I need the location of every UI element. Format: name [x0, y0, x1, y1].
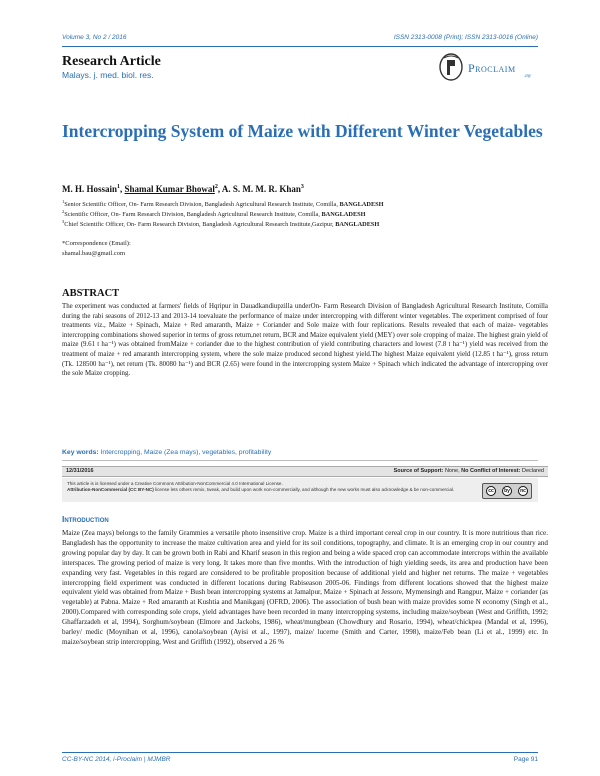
by-icon: by	[502, 486, 512, 496]
logo-text: Proclaim	[468, 61, 516, 75]
volume-label: Volume 3, No 2 / 2016	[62, 34, 127, 41]
author-list: M. H. Hossain$^1$, Shamal Kumar Bhowal$^2$, A. S. M. M. R. Khan$^3$	[62, 184, 304, 194]
running-header	[62, 34, 538, 44]
author-name: A. S. M. M. R. Khan	[221, 184, 301, 194]
keywords-label: Key words:	[62, 449, 99, 456]
author-sup: 2	[214, 184, 218, 190]
abstract-text: The experiment was conducted at farmers' fields of Hqripur in Dauadkandiupzilla underOn- Farm Research Division of Bangladesh Agricultural Research Institute, Comilla during the rabi seasons of 2012-13 and 2013-14 toevaluate the performance of maize under intercropping with different winter vegetables. The experiment comprised of four treatments viz., Maize + Spinach, Maize + Red amaranth, Maize + Coriander and Sole maize with four replications. Results revealed that each of maize- vegetables intercropping combinations showed superior in terms of gross return,net return, BCR and Maize equivalent yield (MEY) over sole cropping of maize. The highest grain yield of maize (9.61 t ha⁻¹) was obtained fromMaize + coriander due to the highest contribution of yield contributing characters and lowest (7.8 t ha⁻¹) yield was received from the treatment of maize + red amaranth intercropping system, where the sole maize produced second highest yield.The highest Maize equivalent yield (12.85 t ha⁻¹), gross return (Tk. 128500 ha⁻¹), net return (Tk. 80080 ha⁻¹) and BCR (2.65) were found in the intercropping system Maize + Spinach which indicated the advantage of intercropping over the sole Maize cropping.	[62, 303, 548, 378]
introduction-heading: Introduction	[62, 514, 109, 524]
correspondence-label: *Correspondence (Email):	[62, 240, 131, 247]
license-line: This article is is licensed under a Creative Commons Attribution-NonCommercial 4.0 International License.	[67, 481, 283, 486]
license-box	[62, 478, 538, 502]
cc-icon: cc	[486, 486, 496, 496]
abstract-heading: ABSTRACT	[62, 288, 120, 299]
cc-license-badge[interactable]	[482, 483, 532, 499]
page-number: Page 91	[513, 756, 538, 763]
correspondence-email[interactable]: shamal.bau@gmail.com	[62, 250, 126, 257]
license-line: Attribution-NonCommercial (CC BY-NC) license lets others remix, tweak, and build upon work non-commercially, and although the new works must also acknowledge & be non-commercial.	[67, 487, 455, 492]
keywords	[62, 449, 548, 456]
logo-suffix: .my	[524, 74, 532, 79]
author-sup: 3	[300, 184, 304, 190]
footer-copyright: CC-BY-NC 2014, i-Proclaim | MJMBR	[62, 756, 171, 763]
publication-date: 12/31/2016	[66, 468, 94, 474]
publisher-logo[interactable]	[438, 52, 538, 84]
article-type: Research Article	[62, 54, 161, 69]
journal-name: Malays. j. med. biol. res.	[62, 70, 154, 80]
support-conflict: Source of Support: None, No Conflict of Interest: Declared	[393, 468, 544, 474]
header-divider	[62, 46, 538, 47]
keywords-text: Intercropping, Maize (Zea mays), vegetables, profitability	[100, 449, 272, 456]
article-title: Intercropping System of Maize with Different Winter Vegetables	[62, 121, 543, 141]
affiliation: $^2$Scientific Officer, On- Farm Research Division, Bangladesh Agricultural Research Institute, Comilla, BANGLADESH	[62, 209, 366, 219]
affiliation: $^1$Senior Scientific Officer, On- Farm Research Division, Bangladesh Agricultural Research Institute, Comilla, BANGLADESH	[62, 199, 384, 209]
page-footer	[62, 756, 538, 766]
author-sup: 1	[117, 184, 121, 190]
affiliation: $^3$Chief Scientific Officer, On- Farm Research Division, Bangladesh Agricultural Research Institute,Gazipur, BANGLADESH	[62, 219, 380, 229]
keywords-divider	[62, 460, 538, 461]
author-name: Shamal Kumar Bhowal	[124, 184, 215, 194]
nc-icon: nc	[518, 486, 528, 496]
author-name: M. H. Hossain	[62, 184, 118, 194]
introduction-text: Maize (Zea mays) belongs to the family Grammies a versatile photo insensitive crop. Maize is a third important cereal crop in our country. It is more nutritious than rice. Bangladesh has the opportunity to increase the maize cultivation area and yield for its soil conditions, topography, and climate. It is an emerging crop in our country and growing popular day by day. It can be grown both in Rabi and Kharif season in this region and being a wide spaced crop can accommodate intercrops within the available interspaces. The growing period of maize is very long. It takes more than five months. With the introduction of high yielding seeds, its area and production have been expanding very fast. Vegetables in this regard are considered to be profitable proposition because of additional yield and higher net returns. The maize + vegetables intercropping field experiment was conducted in different locations during Rabiseason 2005-06. Findings from different locations showed that the highest maize equivalent yield was obtained from Maize + Bush bean intercropping systems at Jamalpur, Maize + Spinach at Jessore, Mymensingh and Rangpur, Maize + coriander (as vegetable) at Pabna. Maize + Red amaranth at Kushtia and Manikganj (OFRD, 2006). The association of bush bean with maize provides some N economy (Singh et al., 2000).Compared with corresponding sole crops, yield advantages have been recorded in many intercropping systems, including maize/soybean (West and Griffith, 1992; Ghaffarzadeh et al, 1994), Sorghum/soybean (Elmore and Jackobs, 1986), wheat/mungbean (Chowdhury and Rosario, 1994), wheat/chickpea (Mandal et al, 1996), barley/ medic (Moynihan et al, 1996), canola/soybean (Ayisi et al., 1997), maize/ lucerne (Smith and Carter, 1998), maize/Feb bean (Li et al., 1999) etc. In maize/soybean strip intercropping, West and Griffith (1992), observed a 26 %	[62, 529, 548, 646]
issn-label: ISSN 2313-0008 (Print); ISSN 2313-0016 (Online)	[393, 34, 538, 41]
footer-divider	[62, 752, 538, 753]
article-info-bar	[62, 466, 548, 477]
proclaim-logo-icon	[438, 52, 464, 82]
